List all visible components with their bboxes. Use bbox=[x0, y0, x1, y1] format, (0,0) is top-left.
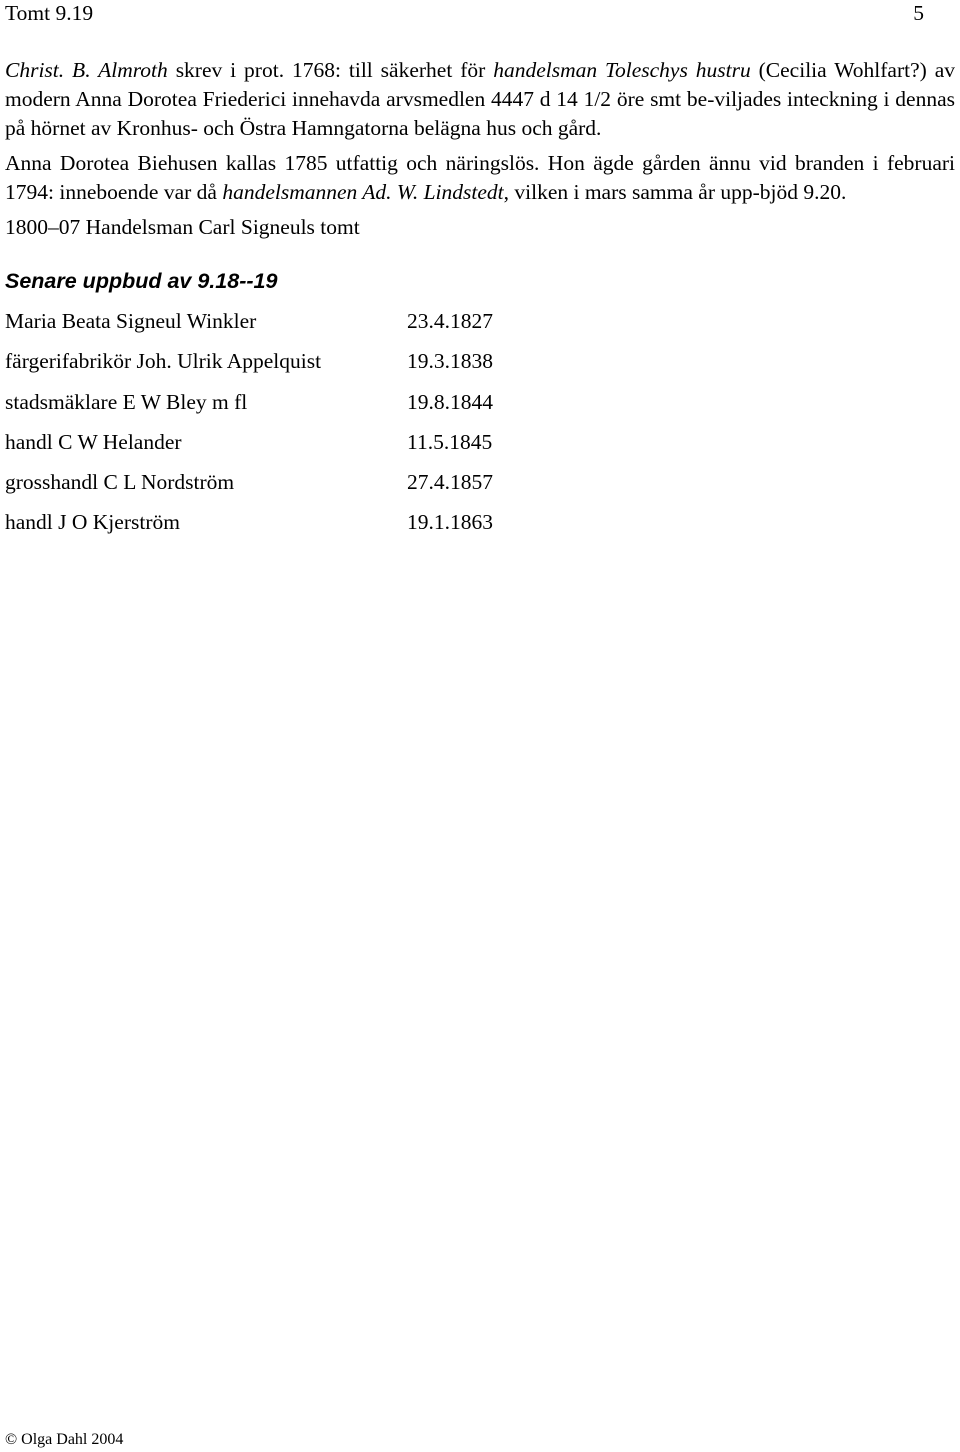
owner-row bbox=[5, 307, 955, 347]
paragraph-2 bbox=[5, 149, 955, 207]
owner-row bbox=[5, 428, 955, 468]
owner-date: 27.4.1857 bbox=[407, 470, 493, 495]
owner-date: 19.1.1863 bbox=[407, 510, 493, 535]
ownership-line: 1800–07 Handelsman Carl Signeuls tomt bbox=[5, 215, 360, 239]
owner-name: stadsmäklare E W Bley m fl bbox=[5, 389, 248, 414]
owner-name: handl C W Helander bbox=[5, 429, 182, 454]
owner-row bbox=[5, 468, 955, 508]
header-title: Tomt 9.19 bbox=[5, 1, 94, 25]
paragraph-1 bbox=[5, 56, 955, 143]
document-body bbox=[5, 56, 955, 549]
owner-row bbox=[5, 508, 955, 548]
owner-row bbox=[5, 388, 955, 428]
owner-date: 19.8.1844 bbox=[407, 389, 493, 414]
copyright-footer: © Olga Dahl 2004 bbox=[5, 1431, 124, 1448]
owner-name: färgerifabrikör Joh. Ulrik Appelquist bbox=[5, 349, 322, 374]
owner-name: handl J O Kjerström bbox=[5, 510, 180, 535]
owner-name: grosshandl C L Nordström bbox=[5, 470, 235, 495]
owners-list bbox=[5, 307, 955, 549]
page-number: 5 bbox=[913, 1, 924, 25]
paragraph-1-italic-title: handelsman Toleschys hustru bbox=[493, 58, 751, 82]
owner-date: 23.4.1827 bbox=[407, 309, 493, 333]
owner-row bbox=[5, 347, 955, 387]
paragraph-2-italic-title: handelsmannen Ad. W. Lindstedt bbox=[222, 180, 504, 204]
paragraph-1-italic-name: Christ. B. Almroth bbox=[5, 58, 168, 82]
owner-name: Maria Beata Signeul Winkler bbox=[5, 309, 257, 333]
paragraph-2-text-b: , vilken i mars samma år upp-bjöd 9.20. bbox=[503, 180, 847, 204]
paragraph-1-text-a: skrev i prot. 1768: till säkerhet för bbox=[167, 58, 494, 82]
section-heading: Senare uppbud av 9.18--19 bbox=[5, 269, 278, 293]
owner-date: 11.5.1845 bbox=[407, 429, 493, 454]
page-header bbox=[5, 0, 924, 26]
paragraph-1-text-b: (Cecilia Wohlfart?) av modern Anna Dorotea Friederici innehavda arvsmedlen 4447 d 14 1/2 öre smt be-viljades inteckning i dennas på hörnet av Kronhus- och Östra Hamngatorna belägna hus och gård. bbox=[5, 58, 955, 140]
paragraph-2-text-a: Anna Dorotea Biehusen kallas 1785 utfattig och näringslös. Hon ägde gården ännu vid branden i februari 1794: inneboende var då bbox=[5, 151, 955, 204]
owner-date: 19.3.1838 bbox=[407, 349, 493, 374]
